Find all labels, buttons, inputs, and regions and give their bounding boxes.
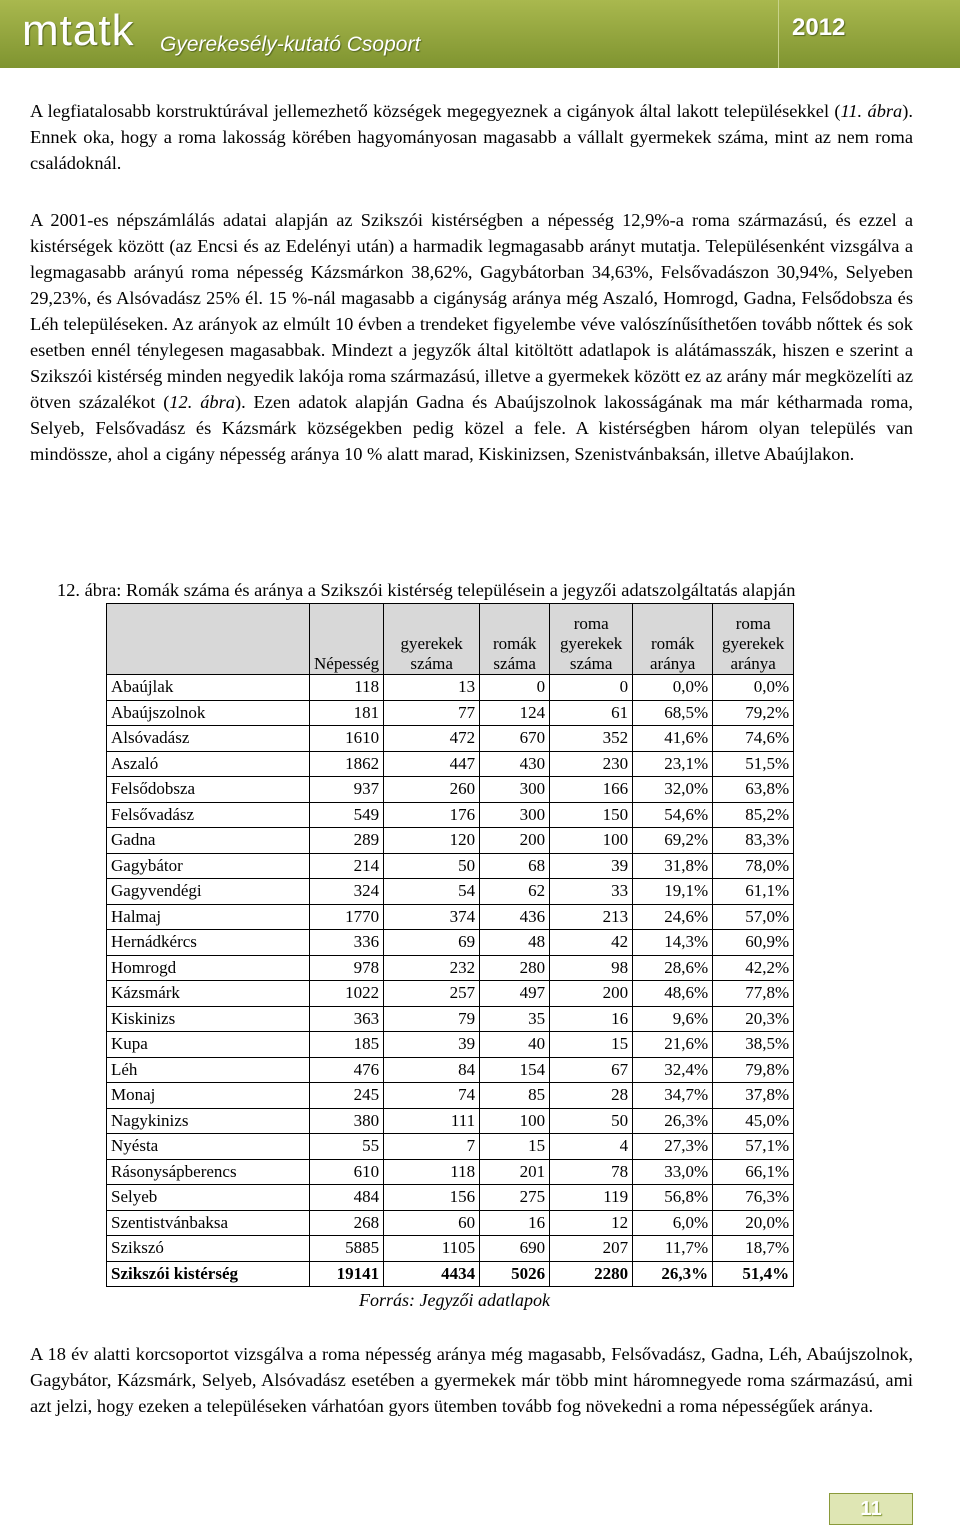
settlement-name-cell: Gadna [107,828,310,854]
value-cell: 27,3% [633,1134,713,1160]
table-row [107,1236,794,1262]
value-cell: 48,6% [633,981,713,1007]
value-cell: 54,6% [633,802,713,828]
settlement-name-cell: Homrogd [107,955,310,981]
value-cell: 150 [550,802,633,828]
value-cell: 67 [550,1057,633,1083]
value-cell: 280 [480,955,550,981]
value-cell: 289 [310,828,384,854]
value-cell: 111 [384,1108,480,1134]
value-cell: 54 [384,879,480,905]
table-source: Forrás: Jegyzői adatlapok [359,1290,550,1310]
value-cell: 20,3% [713,1006,794,1032]
table-row [107,1006,794,1032]
value-cell: 32,4% [633,1057,713,1083]
table-row [107,700,794,726]
settlement-name-cell: Kázsmárk [107,981,310,1007]
table-row [107,879,794,905]
settlement-name-cell: Halmaj [107,904,310,930]
value-cell: 181 [310,700,384,726]
value-cell: 19,1% [633,879,713,905]
settlement-name-cell: Szikszói kistérség [107,1261,310,1287]
value-cell: 16 [550,1006,633,1032]
settlement-name-cell: Monaj [107,1083,310,1109]
page-number: 11 [829,1493,913,1525]
value-cell: 98 [550,955,633,981]
header-subtitle: Gyerekesély-kutató Csoport [160,33,421,56]
paragraph-1-text-a: A legfiatalosabb korstruktúrával jellemezhető községek megegyeznek a cigányok által lakott településekkel ( [30,101,841,121]
value-cell: 34,7% [633,1083,713,1109]
value-cell: 549 [310,802,384,828]
value-cell: 15 [550,1032,633,1058]
value-cell: 48 [480,930,550,956]
value-cell: 33 [550,879,633,905]
settlement-name-cell: Abaújlak [107,675,310,701]
value-cell: 275 [480,1185,550,1211]
settlement-name-cell: Nagykinizs [107,1108,310,1134]
value-cell: 57,0% [713,904,794,930]
table-row [107,751,794,777]
value-cell: 1022 [310,981,384,1007]
header-year: 2012 [792,14,846,41]
table-row [107,853,794,879]
mtatk-logo: mtatk [22,6,135,55]
value-cell: 0 [550,675,633,701]
value-cell: 41,6% [633,726,713,752]
settlement-name-cell: Gagyvendégi [107,879,310,905]
paragraph-1-text-b: ). Ennek oka, hogy a roma lakosság körében hagyományosan magasabb a vállalt gyermekek száma, mint az nem roma családoknál. [30,101,913,173]
value-cell: 40 [480,1032,550,1058]
value-cell: 0,0% [713,675,794,701]
value-cell: 26,3% [633,1261,713,1287]
value-cell: 100 [550,828,633,854]
value-cell: 176 [384,802,480,828]
table-row [107,1134,794,1160]
value-cell: 5885 [310,1236,384,1262]
value-cell: 68,5% [633,700,713,726]
value-cell: 50 [384,853,480,879]
paragraph-3: A 18 év alatti korcsoportot vizsgálva a roma népesség aránya még magasabb, Felsővadász, Gadna, Léh, Abaújszolnok, Gagybátor, Kázsmárk, Selyeb, Alsóvadász esetében a gyermekek már több mint háromnegyede roma származású, ami azt jelzi, hogy ezeken a településeken várhatóan gyors ütemben tovább fog növekedni a roma népességűek aránya. [30,1344,913,1416]
value-cell: 42,2% [713,955,794,981]
value-cell: 77 [384,700,480,726]
value-cell: 214 [310,853,384,879]
settlement-name-cell: Aszaló [107,751,310,777]
value-cell: 26,3% [633,1108,713,1134]
value-cell: 200 [480,828,550,854]
header-cell: romák aránya [633,604,713,675]
value-cell: 937 [310,777,384,803]
value-cell: 4434 [384,1261,480,1287]
value-cell: 336 [310,930,384,956]
value-cell: 497 [480,981,550,1007]
value-cell: 119 [550,1185,633,1211]
value-cell: 207 [550,1236,633,1262]
table-row [107,1210,794,1236]
value-cell: 430 [480,751,550,777]
value-cell: 124 [480,700,550,726]
value-cell: 260 [384,777,480,803]
value-cell: 69 [384,930,480,956]
header-cell: Népesség [310,604,384,675]
value-cell: 35 [480,1006,550,1032]
value-cell: 69,2% [633,828,713,854]
value-cell: 213 [550,904,633,930]
header-cell [107,604,310,675]
value-cell: 690 [480,1236,550,1262]
table-row [107,828,794,854]
value-cell: 5026 [480,1261,550,1287]
value-cell: 1770 [310,904,384,930]
value-cell: 62 [480,879,550,905]
value-cell: 50 [550,1108,633,1134]
header-divider [778,0,779,68]
value-cell: 200 [550,981,633,1007]
value-cell: 9,6% [633,1006,713,1032]
value-cell: 120 [384,828,480,854]
value-cell: 300 [480,802,550,828]
table-row [107,955,794,981]
value-cell: 610 [310,1159,384,1185]
value-cell: 66,1% [713,1159,794,1185]
table-row [107,981,794,1007]
settlement-name-cell: Léh [107,1057,310,1083]
settlement-name-cell: Szentistvánbaksa [107,1210,310,1236]
value-cell: 268 [310,1210,384,1236]
value-cell: 7 [384,1134,480,1160]
value-cell: 60 [384,1210,480,1236]
settlement-name-cell: Felsővadász [107,802,310,828]
value-cell: 472 [384,726,480,752]
value-cell: 76,3% [713,1185,794,1211]
value-cell: 230 [550,751,633,777]
value-cell: 14,3% [633,930,713,956]
table-row [107,1057,794,1083]
value-cell: 55 [310,1134,384,1160]
value-cell: 1610 [310,726,384,752]
value-cell: 447 [384,751,480,777]
settlement-name-cell: Kupa [107,1032,310,1058]
value-cell: 300 [480,777,550,803]
value-cell: 60,9% [713,930,794,956]
paragraph-2-text-b: ). Ezen adatok alapján Gadna és Abaújszolnok lakosságának ma már kétharmada roma, Selyeb, Felsővadász és Kázsmárk községekben pedig közel a fele. A kistérségben három olyan település van mindössze, ahol a cigány népesség aránya 10 % alatt marad, Kiskinizsen, Szenistvánbaksán, illetve Abaújlakon. [30,392,913,464]
value-cell: 23,1% [633,751,713,777]
value-cell: 38,5% [713,1032,794,1058]
table-row [107,904,794,930]
table-row [107,777,794,803]
value-cell: 476 [310,1057,384,1083]
value-cell: 363 [310,1006,384,1032]
value-cell: 0,0% [633,675,713,701]
table-total-row [107,1261,794,1287]
value-cell: 166 [550,777,633,803]
settlement-name-cell: Alsóvadász [107,726,310,752]
value-cell: 37,8% [713,1083,794,1109]
value-cell: 201 [480,1159,550,1185]
value-cell: 15 [480,1134,550,1160]
value-cell: 85,2% [713,802,794,828]
value-cell: 20,0% [713,1210,794,1236]
settlement-name-cell: Hernádkércs [107,930,310,956]
header-cell: romák száma [480,604,550,675]
value-cell: 156 [384,1185,480,1211]
value-cell: 68 [480,853,550,879]
figure-caption: 12. ábra: Romák száma és aránya a Szikszói kistérség településein a jegyzői adatszolgáltatás alapján [57,580,796,600]
value-cell: 84 [384,1057,480,1083]
value-cell: 42 [550,930,633,956]
value-cell: 74,6% [713,726,794,752]
table-row [107,930,794,956]
value-cell: 51,5% [713,751,794,777]
value-cell: 77,8% [713,981,794,1007]
value-cell: 978 [310,955,384,981]
table-row [107,675,794,701]
value-cell: 2280 [550,1261,633,1287]
value-cell: 19141 [310,1261,384,1287]
value-cell: 39 [384,1032,480,1058]
value-cell: 1105 [384,1236,480,1262]
value-cell: 45,0% [713,1108,794,1134]
header-cell: roma gyerekek aránya [713,604,794,675]
value-cell: 11,7% [633,1236,713,1262]
value-cell: 257 [384,981,480,1007]
value-cell: 118 [310,675,384,701]
value-cell: 63,8% [713,777,794,803]
settlement-name-cell: Gagybátor [107,853,310,879]
settlement-name-cell: Kiskinizs [107,1006,310,1032]
value-cell: 436 [480,904,550,930]
value-cell: 79 [384,1006,480,1032]
table-row [107,1108,794,1134]
value-cell: 79,2% [713,700,794,726]
paragraph-2-text-a: A 2001-es népszámlálás adatai alapján az Szikszói kistérségben a népesség 12,9%-a roma származású, és ezzel a kistérségek között (az Encsi és az Edelényi után) a harmadik legmagasabb arányt mutatja. Településenként vizsgálva a legmagasabb arányú roma népesség Kázsmárkon 38,62%, Gagybátorban 34,63%, Felsővadászon 30,94%, Selyeben 29,23%, és Alsóvadász 25% él. 15 %-nál magasabb a cigányság aránya még Aszaló, Homrogd, Gadna, Felsődobsza és Léh településeken. Az arányok az elmúlt 10 évben a trendeket figyelembe véve valószínűsíthetően tovább nőttek és sok esetben ennél ténylegesen magasabbak. Mindezt a jegyzők által kitöltött adatlapok is alátámasszák, hiszen e szerint a Szikszói kistérség minden negyedik lakója roma származású, illetve a gyermekek között ez az arány már megközelíti az ötven százalékot ( [30,210,913,412]
settlement-name-cell: Rásonysápberencs [107,1159,310,1185]
value-cell: 232 [384,955,480,981]
settlement-name-cell: Szikszó [107,1236,310,1262]
figure-ref-11: 11. ábra [840,101,903,121]
value-cell: 85 [480,1083,550,1109]
value-cell: 154 [480,1057,550,1083]
figure-ref-12: 12. ábra [169,392,235,412]
value-cell: 6,0% [633,1210,713,1236]
value-cell: 83,3% [713,828,794,854]
value-cell: 13 [384,675,480,701]
paragraph-1 [30,98,913,176]
value-cell: 28,6% [633,955,713,981]
table-header-row [107,604,794,675]
value-cell: 78,0% [713,853,794,879]
value-cell: 78 [550,1159,633,1185]
value-cell: 100 [480,1108,550,1134]
value-cell: 33,0% [633,1159,713,1185]
value-cell: 57,1% [713,1134,794,1160]
settlement-name-cell: Selyeb [107,1185,310,1211]
page-header [0,0,960,68]
value-cell: 61,1% [713,879,794,905]
table-row [107,1083,794,1109]
table-row [107,1185,794,1211]
value-cell: 51,4% [713,1261,794,1287]
settlement-name-cell: Felsődobsza [107,777,310,803]
settlement-name-cell: Nyésta [107,1134,310,1160]
value-cell: 670 [480,726,550,752]
value-cell: 12 [550,1210,633,1236]
value-cell: 28 [550,1083,633,1109]
value-cell: 18,7% [713,1236,794,1262]
value-cell: 118 [384,1159,480,1185]
value-cell: 79,8% [713,1057,794,1083]
value-cell: 324 [310,879,384,905]
value-cell: 61 [550,700,633,726]
value-cell: 74 [384,1083,480,1109]
value-cell: 31,8% [633,853,713,879]
table-row [107,1159,794,1185]
value-cell: 374 [384,904,480,930]
value-cell: 24,6% [633,904,713,930]
settlement-name-cell: Abaújszolnok [107,700,310,726]
table-row [107,1032,794,1058]
value-cell: 245 [310,1083,384,1109]
header-cell: roma gyerekek száma [550,604,633,675]
table-row [107,726,794,752]
value-cell: 380 [310,1108,384,1134]
value-cell: 32,0% [633,777,713,803]
value-cell: 21,6% [633,1032,713,1058]
roma-population-table [106,603,794,1287]
value-cell: 0 [480,675,550,701]
value-cell: 4 [550,1134,633,1160]
value-cell: 39 [550,853,633,879]
value-cell: 56,8% [633,1185,713,1211]
value-cell: 185 [310,1032,384,1058]
value-cell: 484 [310,1185,384,1211]
table-row [107,802,794,828]
header-cell: gyerekek száma [384,604,480,675]
value-cell: 16 [480,1210,550,1236]
paragraph-2 [30,207,913,467]
value-cell: 1862 [310,751,384,777]
value-cell: 352 [550,726,633,752]
